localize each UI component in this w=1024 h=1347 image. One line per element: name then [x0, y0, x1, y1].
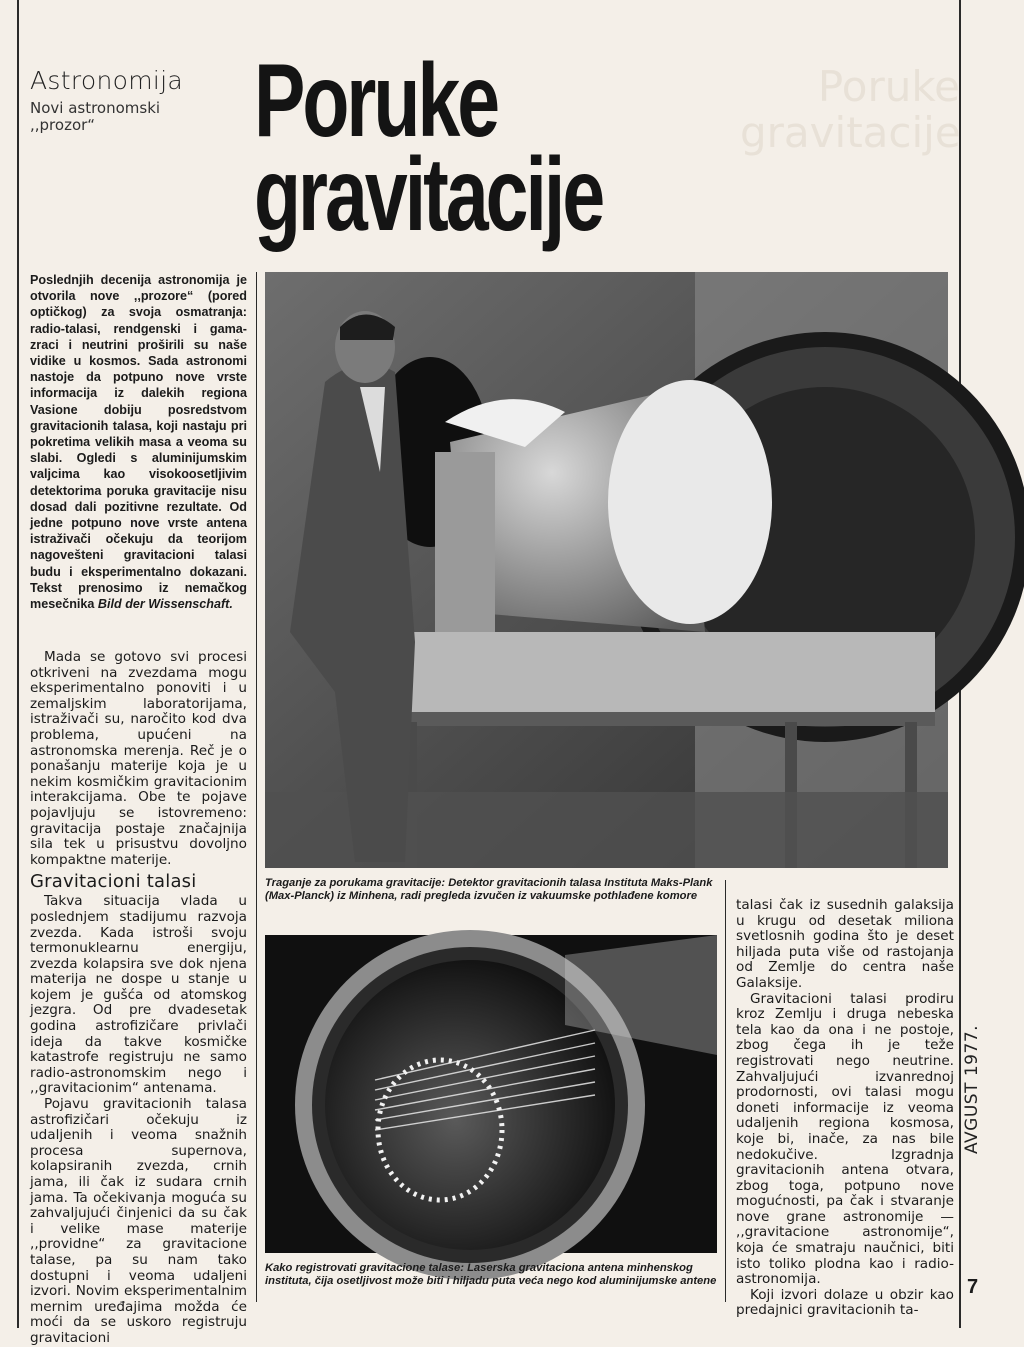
article-title: Poruke gravitacije — [254, 43, 603, 253]
column-rule-right — [725, 880, 726, 1302]
body-paragraph: talasi čak iz susednih galaksija u krugu od desetak miliona svetlosnih godina što je deset hiljada puta više od rastojanja od Zemlje do centra naše Galaksije. — [736, 897, 954, 991]
body-paragraph: Gravitacioni talasi prodiru kroz Zemlju i druga nebeska tela kao da ona i ne postoje, zbog čega ih je teže registrovati nego neutrine. Zahvaljujući izvanrednoj prodornosti, ovi talasi mogu doneti informacije iz veoma udaljenih regiona kosmosa, koje bi, inače, za nas bile nedokučive. Izgradnja gravitacionih antena otvara, zbog toga, potpuno nove mogućnosti, pa čak i stvaranje nove grane astronomije — ,,gravitacione astronomije“, koja će smatraju naučnici, biti isto toliko plodna kao i radio-astronomija. — [736, 990, 954, 1288]
body-paragraph: Mada se gotovo svi procesi otkriveni na zvezdama mogu eksperimentalno ponoviti i u zemaljskim laboratorijama, istraživači su, naročito kod dva problema, upućeni na astronomska merenja. Reč je o ponašanju materije koja je u nekim kosmičkim gravitacionim interakcijama. Obe te pojave pojavljuju se istovremeno: gravitacija postaje značajnija sila tek u prisustvu dovoljno kompaktne materije. — [30, 649, 247, 868]
section-label: Astronomija — [30, 66, 183, 95]
body-column-right — [736, 898, 954, 1319]
photo-caption-detector: Traganje za porukama gravitacije: Detektor gravitacionih talasa Instituta Maks-Plank (Max-Planck) iz Minhena, radi pregleda izvučen iz vakuumske pothlađene komore — [265, 877, 713, 902]
section-subhead: Novi astronomski ,,prozor“ — [30, 99, 161, 134]
issue-date: AVGUST 1977. — [962, 1024, 982, 1154]
body-paragraph: Takva situacija vlada u poslednjem stadijumu razvoja zvezda. Kada istroši svoju termonuklearnu energiju, zvezda kolapsira sve dok njena materija ne dospe u stanje u kojem je gušća od atomskog jezgra. Od pre dvadesetak godina astrofizičare privlači ideja da takve kosmičke katastrofe registruju ne samo radio-astronomskim nego i ,,gravitacionim“ antenama. — [30, 893, 247, 1097]
subheading: Gravitacioni talasi — [30, 871, 197, 893]
body-paragraph: Koji izvori dolaze u obzir kao predajnici gravitacionih ta- — [736, 1286, 954, 1319]
body-column-left — [30, 650, 247, 1347]
photo-caption-laser-antenna: Kako registrovati gravitacione talase: Laserska gravitaciona antena minhenskog instituta, čija osetljivost može biti i hiljadu puta veća nego kod aluminijumske antene — [265, 1262, 717, 1287]
photo-detector — [265, 272, 948, 868]
column-rule-left — [256, 272, 257, 1302]
page-number: 7 — [967, 1276, 979, 1298]
left-margin-rule — [17, 0, 19, 1328]
photo-laser-antenna — [265, 935, 717, 1253]
ghost-title-showthrough: Poruke gravitacije — [740, 62, 961, 157]
article-lead: Poslednjih decenija astronomija je otvorila nove ,,prozore“ (pored optičkog) za svoja osmatranja: radio-talasi, rendgenski i gama-zraci i neutrini proširili su naše vidike u kosmos. Sada astronomi nastoje da potpuno nove vrste informacija iz dalekih regiona Vasione dobiju posredstvom gravitacionih talasa, koji nastaju pri pokretima velikih masa a veoma su slabi. Ogledi s aluminijumskim valjcima kao visokoosetljivim detektorima poruka gravitacije nisu dosad dali pozitivne rezultate. Od jedne potpuno nove vrste antena istraživači očekuju da teorijom nagovešteni gravitacioni talasi budu i eksperimentalno dokazani. Tekst prenosimo iz nemačkog mesečnika Bild der Wissenschaft. — [30, 273, 247, 612]
source-publication: Bild der Wissenschaft. — [97, 597, 233, 612]
body-paragraph: Pojavu gravitacionih talasa astrofizičari očekuju iz udaljenih i veoma snažnih procesa supernova, kolapsiranih zvezda, crnih jama, ili čak iz sudara crnih jama. Ta očekivanja moguća su zahvaljujući činjenici da su čak i velike mase materije ,,providne“ za gravitacione talase, pa su nam tako dostupni i veoma udaljeni izvori. Novim eksperimentalnim mernim uređajima možda će moći da se uskoro registruju gravitacioni — [30, 1096, 247, 1346]
